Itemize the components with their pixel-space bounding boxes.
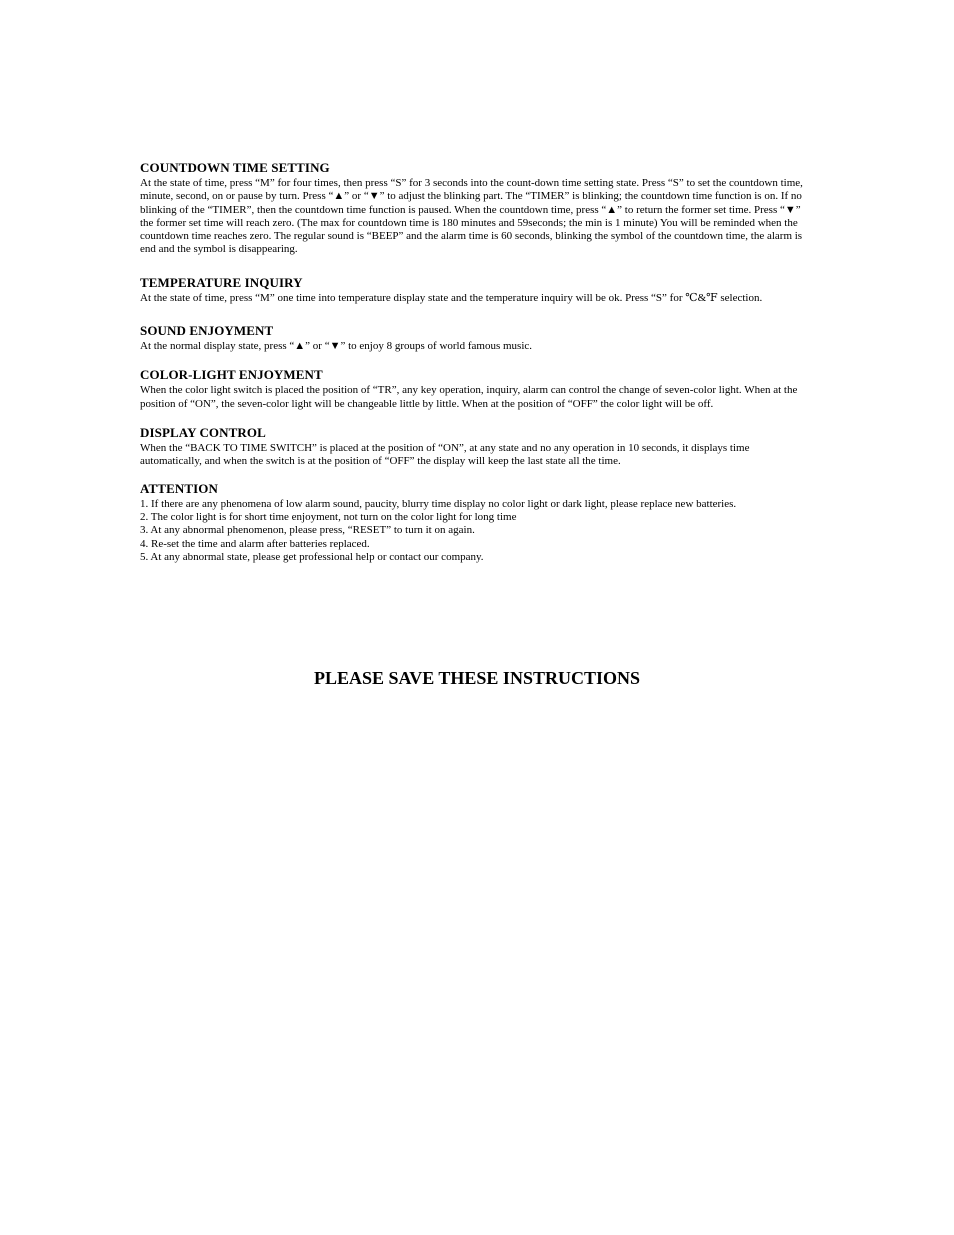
sound-heading: SOUND ENJOYMENT	[140, 323, 274, 339]
attention-list	[140, 498, 812, 565]
countdown-section	[140, 160, 812, 257]
attention-item: 5. At any abnormal state, please get professional help or contact our company.	[140, 551, 484, 564]
instruction-page-content	[140, 160, 812, 565]
sound-section	[140, 323, 812, 353]
temperature-section	[140, 275, 812, 305]
temperature-heading: TEMPERATURE INQUIRY	[140, 274, 303, 290]
countdown-heading: COUNTDOWN TIME SETTING	[140, 160, 330, 175]
display-control-section	[140, 425, 812, 469]
attention-heading: ATTENTION	[140, 480, 218, 496]
display-control-body: When the “BACK TO TIME SWITCH” is placed at the position of “ON”, at any state and no any operation in 10 seconds, it displays time automatically, and when the switch is at the position of “OFF” the display will keep the last state all the time.	[140, 441, 750, 468]
attention-item: 3. At any abnormal phenomenon, please press, “RESET” to turn it on again.	[140, 524, 475, 537]
display-control-heading: DISPLAY CONTROL	[140, 424, 266, 440]
color-light-section	[140, 367, 812, 411]
save-instructions-note: PLEASE SAVE THESE INSTRUCTIONS	[314, 668, 640, 688]
attention-item: 4. Re-set the time and alarm after batteries replaced.	[140, 537, 370, 550]
attention-item: 1. If there are any phenomena of low alarm sound, paucity, blurry time display no color light or dark light, please replace new batteries.	[140, 497, 737, 510]
countdown-body: At the state of time, press “M” for four times, then press “S” for 3 seconds into the count-down time setting state. Press “S” to set the countdown time, minute, second, on or pause by turn. Press “▲” or “▼” to adjust the blinking part. The “TIMER” is blinking; the countdown time function is on. If no blinking of the “TIMER”, then the countdown time function is paused. When the countdown time, press “▲” to return the former set time. Press “▼” the former set time will reach zero. (The max for countdown time is 180 minutes and 59seconds; the min is 1 minute) You will be reminded when the countdown time reaches zero. The regular sound is “BEEP” and the alarm time is 60 seconds, blinking the symbol of the countdown time, the alarm is end and the symbol is disappearing.	[140, 177, 803, 256]
color-light-body: When the color light switch is placed the position of “TR”, any key operation, inquiry, alarm can control the change of seven-color light. When at the position of “ON”, the seven-color light will be changeable little by little. When at the position of “OFF” the color light will be off.	[140, 384, 798, 410]
attention-section	[140, 481, 812, 565]
sound-body: At the normal display state, press “▲” or “▼” to enjoy 8 groups of world famous music.	[140, 340, 533, 353]
attention-item: 2. The color light is for short time enjoyment, not turn on the color light for long time	[140, 510, 517, 523]
color-light-heading: COLOR-LIGHT ENJOYMENT	[140, 367, 323, 383]
temperature-body: At the state of time, press “M” one time into temperature display state and the temperature inquiry will be ok. Press “S” for ℃&℉ selection.	[140, 291, 763, 304]
